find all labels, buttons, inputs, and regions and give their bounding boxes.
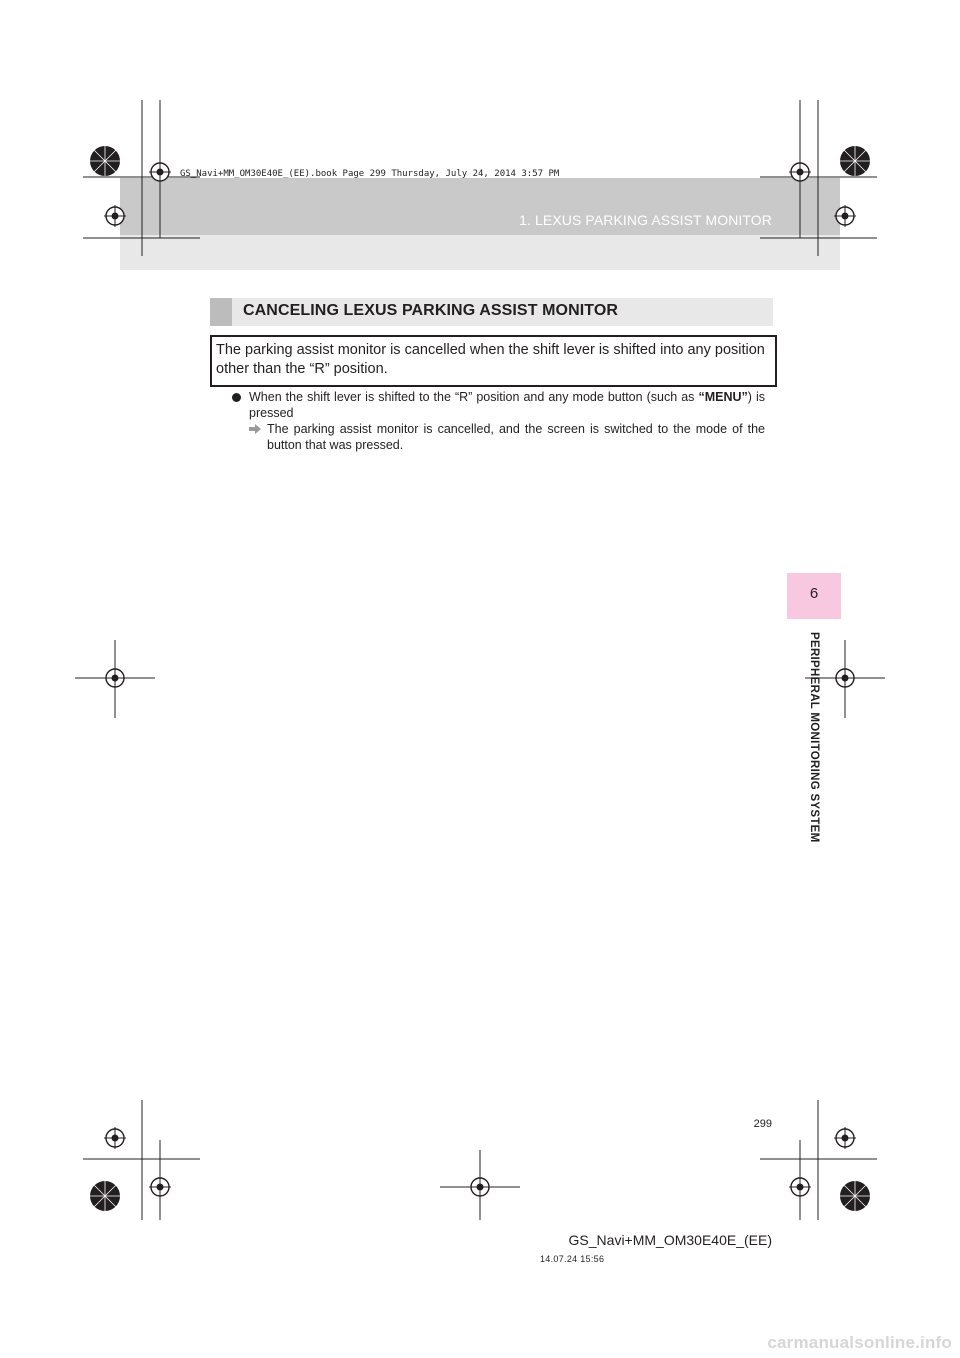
chapter-number: 6 <box>809 585 819 602</box>
menu-button-label: “MENU” <box>698 390 748 404</box>
watermark: carmanualsonline.info <box>767 1333 952 1352</box>
chapter-title: PERIPHERAL MONITORING SYSTEM <box>808 632 820 843</box>
section-heading: CANCELING LEXUS PARKING ASSIST MONITOR <box>243 302 619 319</box>
bullet-text-before: When the shift lever is shifted to the “R” position and any mode button (such as <box>249 390 699 404</box>
print-info-line: GS_Navi+MM_OM30E40E_(EE).book Page 299 Thursday, July 24, 2014 3:57 PM <box>180 169 560 179</box>
running-header-title: 1. LEXUS PARKING ASSIST MONITOR <box>519 212 772 228</box>
document-code: GS_Navi+MM_OM30E40E_(EE) <box>568 1232 772 1248</box>
result-text: The parking assist monitor is cancelled, and the screen is switched to the mode of the button that was pressed. <box>267 422 765 452</box>
note-text: The parking assist monitor is cancelled when the shift lever is shifted into any position other than the “R” position. <box>216 342 765 377</box>
page-number: 299 <box>753 1118 772 1130</box>
bullet-text-after: ) is pressed <box>249 390 765 420</box>
document-timestamp: 14.07.24 15:56 <box>540 1254 605 1264</box>
